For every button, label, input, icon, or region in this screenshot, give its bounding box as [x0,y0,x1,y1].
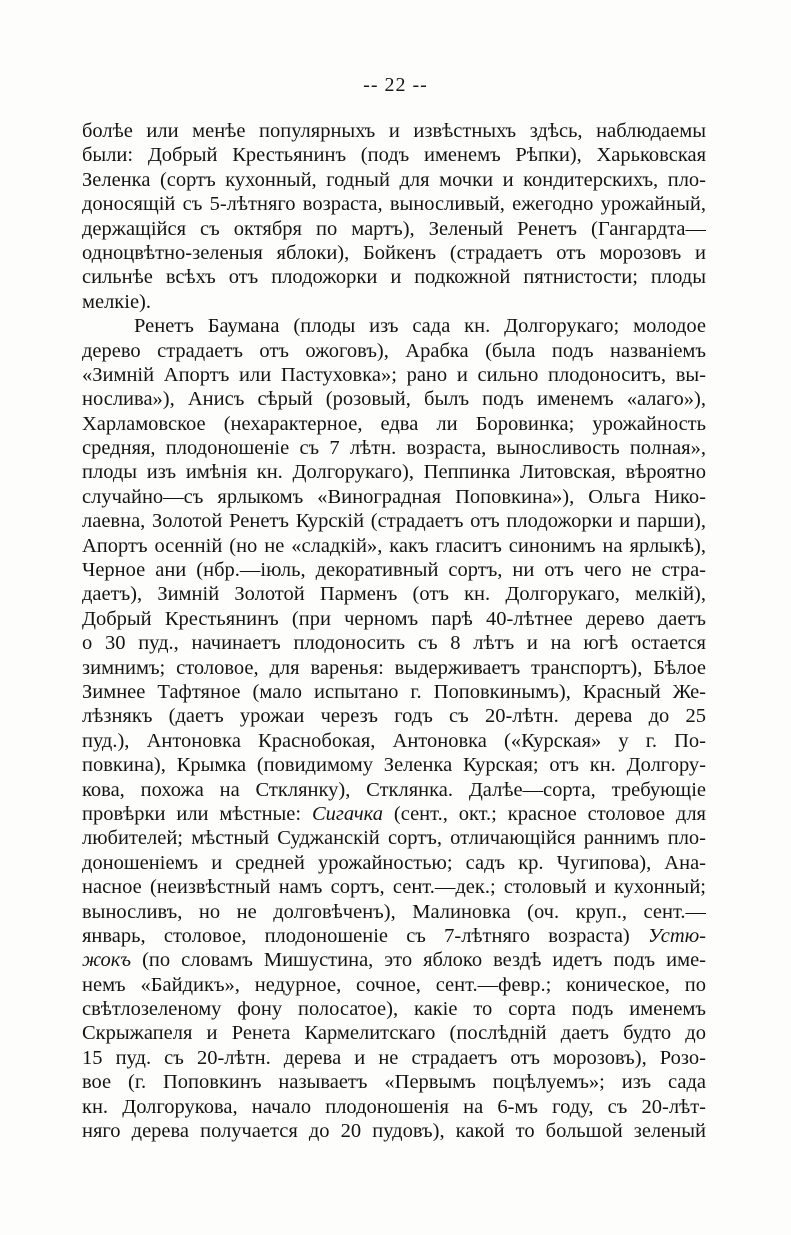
text-line: сильнѣе всѣхъ отъ плодожорки и подкожной пятнистости; плоды [82,266,706,289]
text-line: Скрыжапеля и Ренета Кармелитскаго (послѣдній даетъ будто до [82,1022,706,1045]
text-line: держащійся съ октября по мартъ), Зеленый Ренетъ (Гангардта— [82,217,706,240]
text-line: кн. Долгорукова, начало плодоношенія на 6-мъ году, съ 20-лѣт- [82,1095,706,1118]
variety-name-italic: Устю- [647,924,706,947]
text-line: плоды изъ имѣнія кн. Долгорукаго), Пеппинка Литовская, вѣроятно [82,461,706,484]
text-line: немъ «Байдикъ», недурное, сочное, сент.—февр.; коническое, по [82,973,706,996]
page-number: -- 22 -- [363,74,428,96]
text-line: зимнимъ; столовое, для варенья: выдерживаетъ транспортъ), Бѣлое [82,656,706,679]
text-line [82,924,706,948]
text-line: болѣе или менѣе популярныхъ и извѣстныхъ здѣсь, наблюдаемы [82,120,706,142]
text-line: Черное ани (нбр.—іюль, декоративный сортъ, ни отъ чего не стра- [82,559,706,582]
text-line: выносливъ, но не долговѣченъ), Малиновка (оч. круп., сент.— [82,900,706,923]
text-line: мелкіе). [82,290,152,313]
text-line: «Зимній Апортъ или Пастуховка»; рано и сильно плодоноситъ, вы- [82,363,706,386]
text-line [82,802,706,826]
text-segment: январь, столовое, плодоношеніе съ 7-лѣтняго возраста) [82,924,648,947]
text-line: доносящій съ 5-лѣтняго возраста, выносливый, ежегодно урожайный, [82,193,706,216]
text-line: вое (г. Поповкинъ называетъ «Первымъ поцѣлуемъ»; изъ сада [82,1071,706,1094]
text-line: кова, похожа на Стклянку), Стклянка. Далѣе—сорта, требующіе [82,778,706,801]
text-line: насное (неизвѣстный намъ сортъ, сент.—дек.; столовый и кухонный; [82,876,706,899]
text-line: доношеніемъ и средней урожайностью; садъ кр. Чугипова), Ана- [82,851,706,874]
text-line: лаевна, Золотой Ренетъ Курскій (страдаетъ отъ плодожорки и парши), [82,510,706,533]
text-line: дерево страдаетъ отъ ожоговъ), Арабка (была подъ названіемъ [82,339,706,362]
text-line: Апортъ осенній (но не «сладкій», какъ гласитъ синонимъ на ярлыкѣ), [82,534,706,557]
variety-name-italic: Сигачка [312,802,384,825]
text-line: свѣтлозеленому фону полосатое), какіе то сорта подъ именемъ [82,998,706,1021]
text-segment: провѣрки или мѣстные: [82,802,312,825]
body-text [82,119,706,1143]
text-line: нослива»), Анисъ сѣрый (розовый, былъ подъ именемъ «алаго»), [82,388,706,411]
text-line: няго дерева получается до 20 пудовъ), какой то большой зеленый [82,1120,706,1143]
text-line: случайно—съ ярлыкомъ «Виноградная Поповкина»), Ольга Нико- [82,485,706,508]
text-line: Зимнее Тафтяное (мало испытано г. Поповкинымъ), Красный Же- [82,680,706,703]
text-line: о 30 пуд., начинаетъ плодоносить съ 8 лѣтъ и на югѣ остается [82,632,706,655]
text-line: Ренетъ Баумана (плоды изъ сада кн. Долгорукаго; молодое [134,315,706,338]
text-line: Харламовское (нехарактерное, едва ли Боровинка; урожайность [82,412,706,435]
text-line: Добрый Крестьянинъ (при черномъ парѣ 40-лѣтнее дерево даетъ [82,607,706,630]
text-line: Зеленка (сортъ кухонный, годный для мочки и кондитерскихъ, пло- [82,168,706,191]
text-line: были: Добрый Крестьянинъ (подъ именемъ Рѣпки), Харьковская [82,144,706,167]
text-line: лѣзнякъ (даетъ урожаи черезъ годъ съ 20-лѣтн. дерева до 25 [82,705,706,728]
variety-name-italic: жокъ [82,949,132,972]
text-line: одноцвѣтно-зеленыя яблоки), Бойкенъ (страдаетъ отъ морозовъ и [82,241,706,264]
text-segment: (сент., окт.; красное столовое для [383,802,706,825]
text-line: повкина), Крымка (повидимому Зеленка Курская; отъ кн. Долгору- [82,754,706,777]
text-line: средняя, плодоношеніе съ 7 лѣтн. возраста, выносливость полная», [82,437,706,460]
text-line [82,948,706,972]
text-line: даетъ), Зимній Золотой Парменъ (отъ кн. Долгорукаго, мелкій), [82,583,706,606]
text-line: любителей; мѣстный Суджанскій сортъ, отличающійся раннимъ пло- [82,827,706,850]
text-line: 15 пуд. съ 20-лѣтн. дерева и не страдаетъ отъ морозовъ), Розо- [82,1046,706,1069]
text-line: пуд.), Антоновка Краснобокая, Антоновка («Курская» у г. По- [82,729,706,752]
text-segment: (по словамъ Мишустина, это яблоко вездѣ идетъ подъ име- [131,949,706,972]
